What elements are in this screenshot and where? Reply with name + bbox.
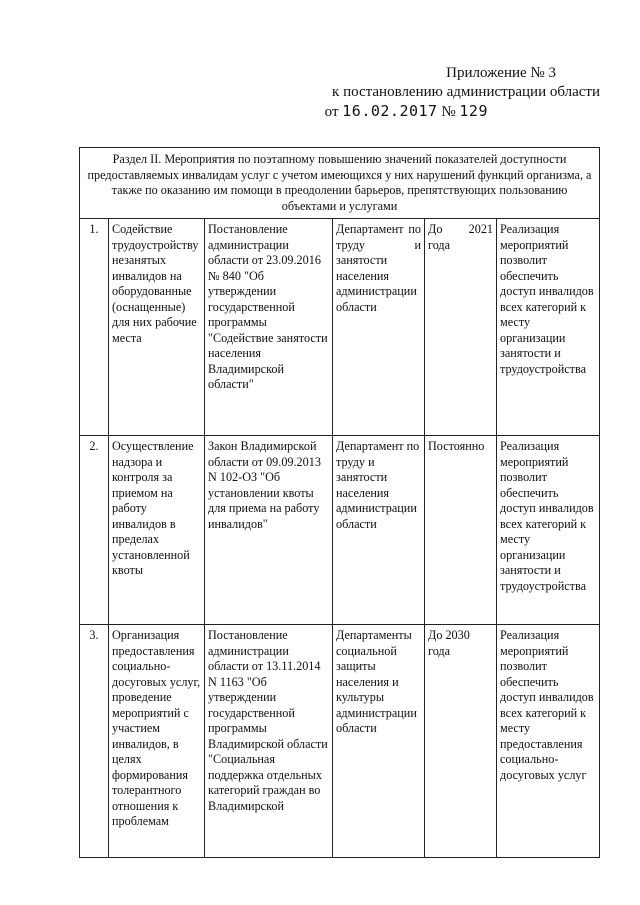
result-cell: Реализация мероприятий позволит обеспечить доступ инвалидов всех категорий к месту организации занятости и трудоустройства — [497, 436, 600, 625]
basis-cell: Постановление администрации области от 23.09.2016 № 840 "Об утверждении государственной программы "Содействие занятости населения Владимирской области" — [205, 219, 333, 436]
appendix-title: Приложение № 3 — [446, 65, 556, 81]
deadline-year: 2021 — [468, 222, 493, 236]
measures-table — [79, 147, 600, 858]
decree-reference — [325, 102, 488, 122]
row-number: 3. — [80, 625, 109, 858]
activity-cell: Организация предоставления социально-досуговых услуг, проведение мероприятий с участием инвалидов, в целях формирования толерантного отношения к проблемам — [109, 625, 205, 858]
deadline-suffix: года — [428, 237, 451, 252]
row-number: 1. — [80, 219, 109, 436]
number-sign: № — [441, 104, 456, 120]
date-prefix: от — [324, 104, 339, 120]
table-row — [80, 625, 600, 858]
executor-cell: Департамент по труду и занятости населения администрации области — [333, 436, 425, 625]
appendix-subtitle: к постановлению администрации области — [332, 84, 600, 100]
result-cell: Реализация мероприятий позволит обеспечить доступ инвалидов всех категорий к месту организации занятости и трудоустройства — [497, 219, 600, 436]
basis-cell: Закон Владимирской области от 09.09.2013 N 102-ОЗ "Об установлении квоты для приема на работу инвалидов" — [205, 436, 333, 625]
activity-cell: Осуществление надзора и контроля за приемом на работу инвалидов в пределах установленной квоты — [109, 436, 205, 625]
document-header — [325, 64, 600, 122]
executor-cell: Департамент по труду и занятости населения администрации области — [333, 219, 425, 436]
result-cell: Реализация мероприятий позволит обеспечить доступ инвалидов всех категорий к месту предоставления социально-досуговых услуг — [497, 625, 600, 858]
deadline-cell: До 2030 года — [425, 625, 497, 858]
table-row — [80, 436, 600, 625]
deadline-prefix: До — [428, 222, 443, 236]
decree-number: 129 — [459, 102, 488, 120]
deadline-cell — [425, 219, 497, 436]
row-number: 2. — [80, 436, 109, 625]
activity-cell: Содействие трудоустройству незанятых инвалидов на оборудованные (оснащенные) для них рабочие места — [109, 219, 205, 436]
basis-cell: Постановление администрации области от 13.11.2014 N 1163 "Об утверждении государственной программы Владимирской области "Социальная поддержка отдельных категорий граждан во Владимирской — [205, 625, 333, 858]
executor-cell: Департаменты социальной защиты населения и культуры администрации области — [333, 625, 425, 858]
table-row — [80, 219, 600, 436]
section-title: Раздел II. Мероприятия по поэтапному повышению значений показателей доступности предоставляемых инвалидам услуг с учетом имеющихся у них нарушений функций организма, а также по оказанию им помощи в преодолении барьеров, препятствующих пользованию объектами и услугами — [80, 148, 600, 219]
deadline-cell: Постоянно — [425, 436, 497, 625]
decree-date: 16.02.2017 — [342, 102, 438, 120]
